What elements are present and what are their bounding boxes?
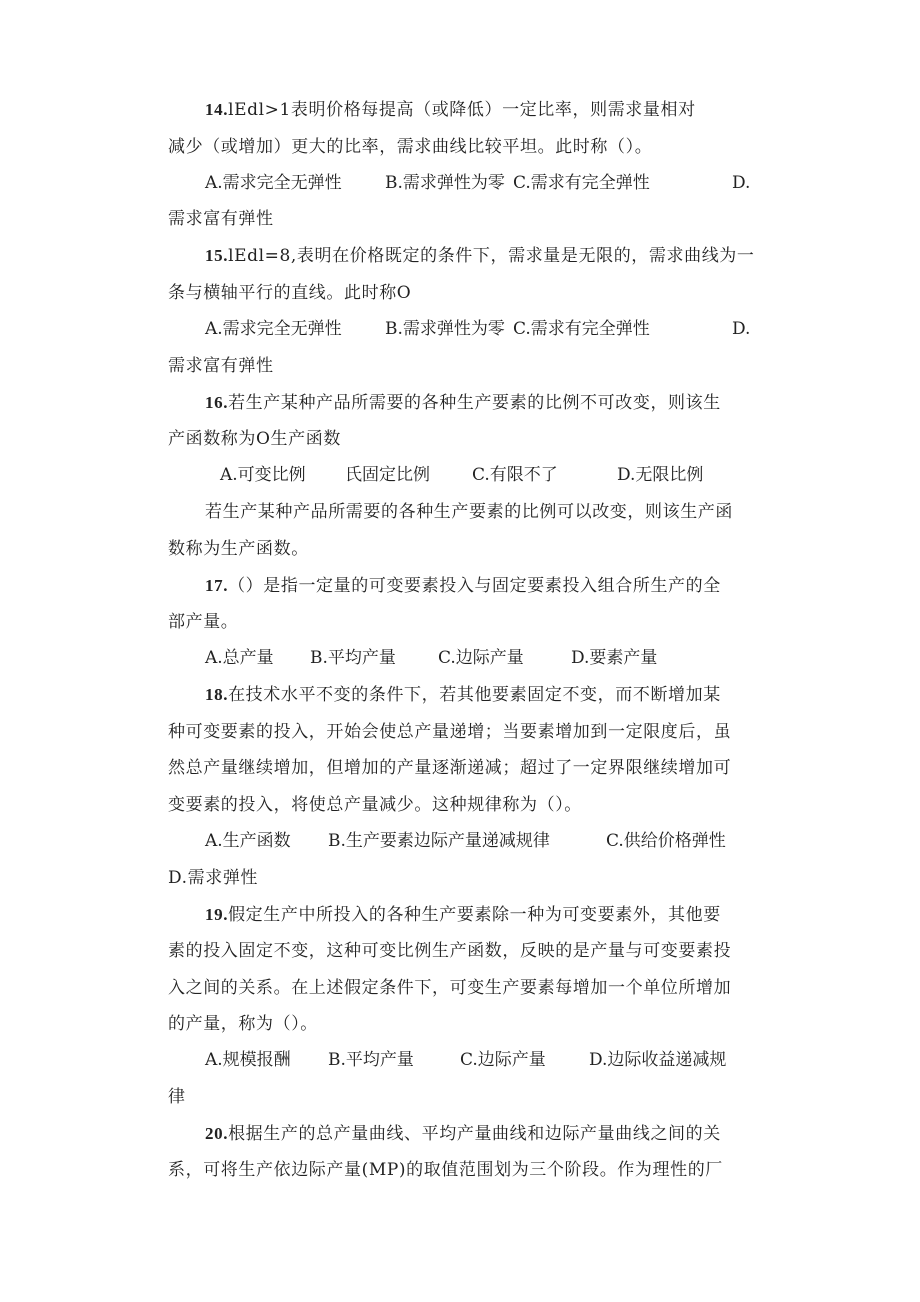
question-14-option-b: B.需求弹性为零: [385, 173, 505, 193]
question-14-option-c: C.需求有完全弹性: [513, 173, 650, 193]
question-15-option-d-continued: 需求富有弹性: [168, 356, 274, 376]
question-19-number: 19.: [205, 905, 229, 924]
question-16-option-c: C.有限不了: [472, 465, 558, 485]
question-17-option-a: A.总产量: [205, 648, 274, 668]
question-14-option-d-continued: 需求富有弹性: [168, 209, 274, 229]
question-18-option-b: B.生产要素边际产量递减规律: [328, 831, 550, 851]
question-19-text: 假定生产中所投入的各种生产要素除一种为可变要素外，其他要: [228, 905, 721, 925]
question-18-line-3: 然总产量继续增加，但增加的产量逐渐递减；超过了一定界限继续增加可: [168, 758, 732, 778]
question-19-option-d: D.边际收益递减规: [589, 1050, 727, 1070]
question-14-option-a: A.需求完全无弹性: [205, 173, 342, 193]
question-18-text: 在技术水平不变的条件下，若其他要素固定不变，而不断增加某: [228, 685, 721, 705]
question-15-number: 15.: [205, 246, 229, 265]
question-20-line-1: [205, 1121, 721, 1147]
question-19-line-1: [205, 902, 721, 928]
question-19-option-a: A.规模报酬: [205, 1050, 291, 1070]
question-14-line-1: [205, 97, 696, 123]
question-14-line-2: 减少（或增加）更大的比率，需求曲线比较平坦。此时称（）。: [168, 137, 653, 157]
question-16-option-b: 氏固定比例: [345, 465, 430, 485]
question-16-number: 16.: [205, 393, 229, 412]
question-15-option-d: D.: [732, 319, 751, 339]
question-15-option-c: C.需求有完全弹性: [513, 319, 650, 339]
question-15-option-b: B.需求弹性为零: [385, 319, 505, 339]
question-18-option-c: C.供给价格弹性: [606, 831, 726, 851]
question-15-option-a: A.需求完全无弹性: [205, 319, 342, 339]
question-15-text: lEdl=8,表明在价格既定的条件下，需求量是无限的，需求曲线为一: [228, 246, 755, 266]
question-20-number: 20.: [205, 1124, 229, 1143]
question-17-text: （）是指一定量的可变要素投入与固定要素投入组合所生产的全: [228, 576, 721, 596]
question-20-line-2: 系，可将生产依边际产量(MP)的取值范围划为三个阶段。作为理性的厂: [168, 1160, 723, 1180]
question-18-line-2: 种可变要素的投入，开始会使总产量递增；当要素增加到一定限度后，虽: [168, 722, 732, 742]
question-16-text: 若生产某种产品所需要的各种生产要素的比例不可改变，则该生: [228, 393, 721, 413]
question-15-line-2: 条与横轴平行的直线。此时称O: [168, 283, 412, 303]
question-18-option-a: A.生产函数: [205, 831, 291, 851]
question-16-line-2: 产函数称为O生产函数: [168, 429, 341, 449]
question-18-line-1: [205, 682, 721, 708]
question-17-line-1: [205, 573, 721, 599]
question-17-option-d: D.要素产量: [571, 648, 658, 668]
question-16-option-d: D.无限比例: [617, 465, 704, 485]
question-16-option-a: A.可变比例: [220, 465, 306, 485]
question-19-line-4: 的产量，称为（）。: [168, 1014, 318, 1034]
question-19-option-d-continued: 律: [168, 1087, 186, 1107]
question-18-number: 18.: [205, 685, 229, 704]
question-16-note-line-1: 若生产某种产品所需要的各种生产要素的比例可以改变，则该生产函: [205, 502, 733, 522]
question-18-line-4: 变要素的投入，将使总产量减少。这种规律称为（）。: [168, 795, 582, 815]
question-19-line-2: 素的投入固定不变，这种可变比例生产函数，反映的是产量与可变要素投: [168, 941, 732, 961]
question-17-option-c: C.边际产量: [438, 648, 524, 668]
question-14-text: lEdl>1表明价格每提高（或降低）一定比率，则需求量相对: [228, 100, 696, 120]
question-18-option-d: D.需求弹性: [168, 868, 259, 888]
question-19-option-b: B.平均产量: [328, 1050, 414, 1070]
question-15-line-1: [205, 243, 755, 269]
question-14-option-d: D.: [732, 173, 751, 193]
question-17-line-2: 部产量。: [168, 612, 239, 632]
question-14-number: 14.: [205, 100, 229, 119]
question-16-note-line-2: 数称为生产函数。: [168, 539, 309, 559]
question-17-number: 17.: [205, 576, 229, 595]
question-20-text: 根据生产的总产量曲线、平均产量曲线和边际产量曲线之间的关: [228, 1124, 721, 1144]
question-19-option-c: C.边际产量: [460, 1050, 546, 1070]
question-19-line-3: 入之间的关系。在上述假定条件下，可变生产要素每增加一个单位所增加: [168, 978, 732, 998]
question-17-option-b: B.平均产量: [310, 648, 396, 668]
question-16-line-1: [205, 390, 721, 416]
